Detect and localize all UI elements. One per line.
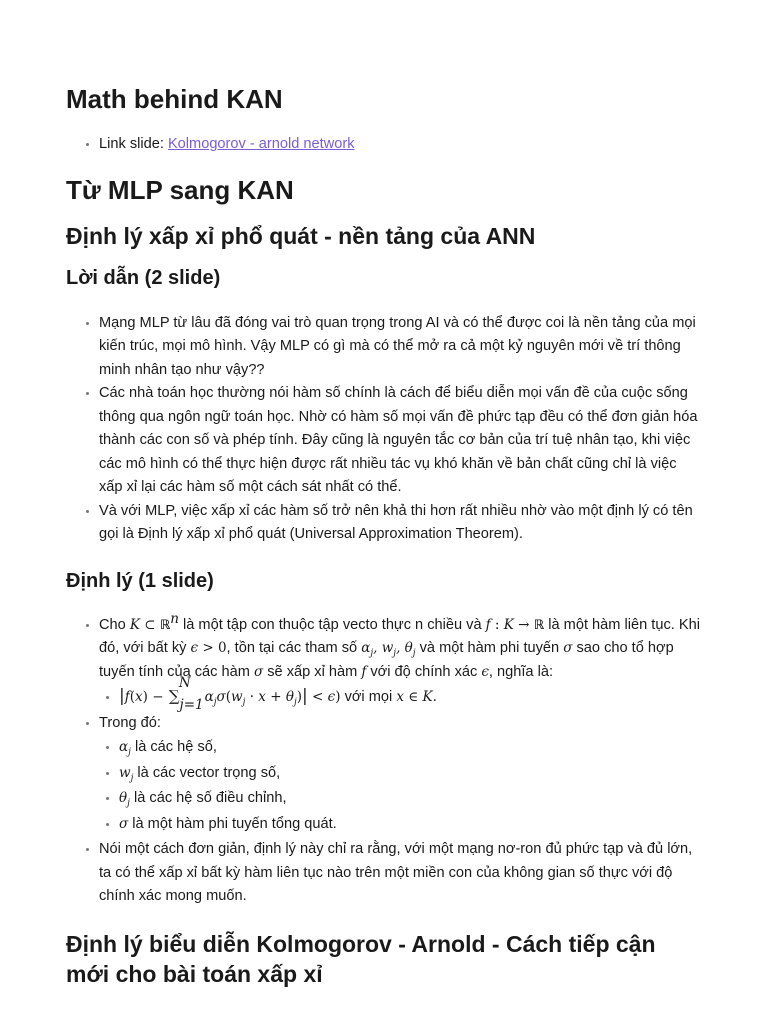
text: sẽ xấp xỉ hàm [263,663,362,680]
section-heading-intro: Lời dẫn (2 slide) [66,266,221,289]
section-heading-mlp-kan: Từ MLP sang KAN [66,174,294,205]
text: với độ chính xác [366,663,482,680]
math-params: $\alpha_j$, $w_j$, $\theta_j$ [361,640,416,659]
text: là các vector trọng số, [133,764,281,781]
formula-list [99,675,704,713]
text: , tồn tại các tham số [226,640,362,656]
text: là một hàm phi tuyến tổng quát. [128,815,337,832]
intro-list [66,312,704,547]
text: sao cho tổ hợp tuyến tính của các hàm [99,640,674,680]
math-epsilon-positive: ϵ [190,640,199,656]
text: là các hệ số điều chỉnh, [129,790,287,807]
list-item: • $\theta_j$ là các hệ số điều chỉnh, [119,787,704,811]
section-heading-uat: Định lý xấp xỉ phổ quát - nền tảng của ANN [66,222,536,249]
section-heading-kolmogorov: Định lý biểu diễn Kolmogorov - Arnold - Cách tiếp cận mới cho bài toán xấp xỉ [66,930,656,987]
math-f-map: f [485,616,491,633]
theorem-statement: • Cho K ⊂ ℝ$^n$ là một tập con thuộc tập vecto thực n chiều và f : K → ℝ là một hàm liên tục. Khi đó, với bất kỳ ϵ > 0, tồn tại các tham số $\alpha_j$, $w_j$, $\theta_j$ và một hàm phi tuyến σ sao cho tổ hợp tuyến tính của các hàm σ sẽ xấp xỉ hàm f với độ chính xác ϵ, nghĩa là: • |f(x) − ∑ N $_{j=1}\alpha_j\sigma(w_j \cdot x + \theta_j)| < \epsilon$) với mọi x ∈ K. [99,614,704,710]
text: với mọi [340,689,397,706]
list-item: • Các nhà toán học thường nói hàm số chính là cách để biểu diễn mọi vấn đề của cuộc sống thông qua ngôn ngữ toán học. Nhờ có hàm số mọi vấn đề phức tạp đều có thể đơn giản hóa thành các con số và phép tính. Đây cũng là nguyên tắc cơ bản của trí tuệ nhân tạo, khi việc các mô hình có thể thực hiện được rất nhiều tác vụ khó khăn về bản chất cũng chỉ là việc xấp xỉ lại các hàm số một cách sát nhất có thể. [99,382,704,500]
list-item: • $w_j$ là các vector trọng số, [119,762,704,786]
text: và một hàm phi tuyến [415,640,564,656]
math-k-subset-rn: K [129,616,140,633]
page-title: Math behind KAN [66,84,283,114]
text: Cho [99,616,130,633]
text: , nghĩa là: [488,663,554,680]
text: là một tập con thuộc tập vecto thực n chiều và [178,616,486,633]
where-item [99,712,704,837]
math-sigma: σ [563,640,573,656]
list-item: • Và với MLP, việc xấp xỉ các hàm số trở nên khả thi hơn rất nhiều nhờ vào một định lý có tên gọi là Định lý xấp xỉ phổ quát (Universal Approximation Theorem). [99,500,704,547]
text: là các hệ số, [130,739,217,756]
where-list [99,736,704,836]
list-item: • σ là một hàm phi tuyến tổng quát. [119,813,704,837]
list-item: • $\alpha_j$ là các hệ số, [119,736,704,760]
text: Trong đó: [99,714,161,731]
theorem-list [66,610,704,909]
list-item: • Mạng MLP từ lâu đã đóng vai trò quan trọng trong AI và có thể được coi là nền tảng của mọi kiến trúc, mọi mô hình. Vậy MLP có gì mà có thể mở ra cả một kỷ nguyên mới về trí thông minh nhân tạo như vậy?? [99,312,704,383]
link-prefix: Link slide: [99,136,168,152]
link-list [66,133,704,157]
list-item: • Nói một cách đơn giản, định lý này chỉ ra rằng, với một mạng nơ-ron đủ phức tạp và đủ lớn, ta có thể xấp xỉ bất kỳ hàm liên tục nào trên một miền con của không gian số thực với độ chính xác mong muốn. [99,838,704,909]
kan-slide-link[interactable]: Kolmogorov - arnold network [167,136,355,152]
approximation-formula: • |f(x) − ∑ N $_{j=1}\alpha_j\sigma(w_j \cdot x + \theta_j)| < \epsilon$) với mọi x ∈ K. [119,685,704,710]
text: là một hàm liên tục. Khi đó, với bất kỳ [99,616,700,656]
list-item [99,133,704,157]
section-heading-theorem: Định lý (1 slide) [66,569,214,592]
